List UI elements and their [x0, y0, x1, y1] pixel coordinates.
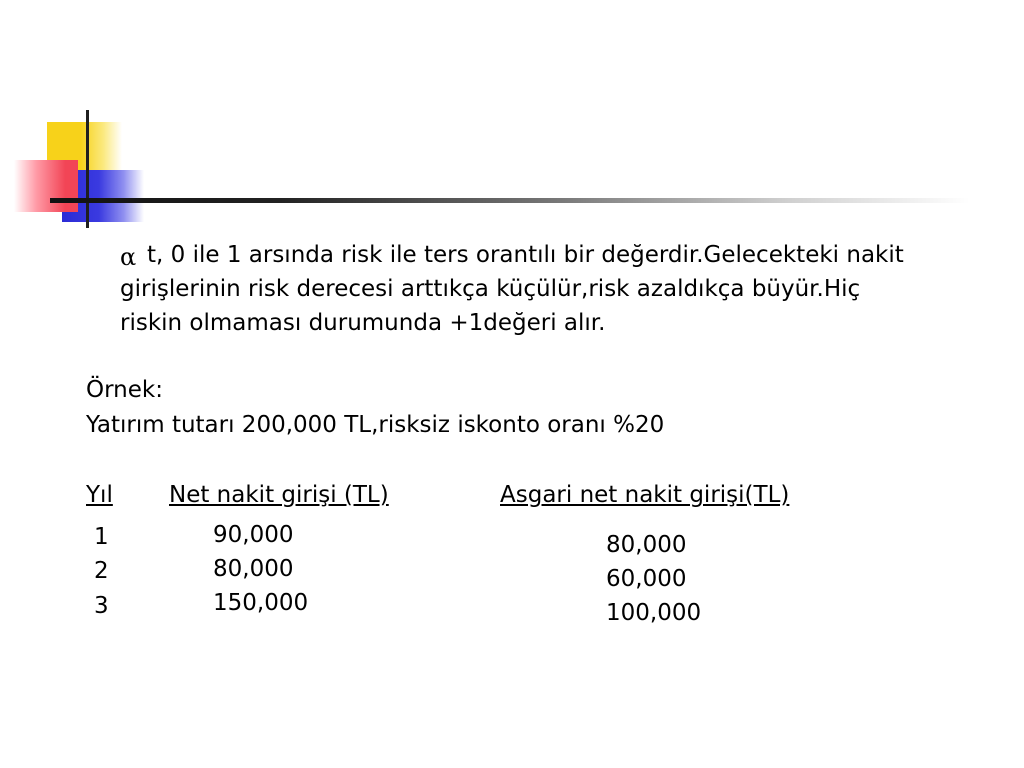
minimum-net-cash-inflow-cell: 80,000 — [606, 532, 687, 558]
header-net-cash-inflow: Net nakit girişi (TL) — [169, 482, 389, 508]
paragraph-line: t, 0 ile 1 arsında risk ile ters orantılı bir değerdir.Gelecekteki nakit — [147, 242, 904, 268]
header-minimum-net-cash-inflow: Asgari net nakit girişi(TL) — [500, 482, 790, 508]
paragraph-line: riskin olmaması durumunda +1değeri alır. — [120, 310, 606, 336]
net-cash-inflow-cell: 80,000 — [213, 556, 294, 582]
header-year: Yıl — [86, 482, 113, 508]
header-rule — [50, 198, 970, 203]
paragraph-line: girişlerinin risk derecesi arttıkça küçülür,risk azaldıkça büyür.Hiç — [120, 276, 861, 302]
example-description: Yatırım tutarı 200,000 TL,risksiz iskonto oranı %20 — [86, 412, 665, 438]
alpha-bullet-icon: α — [120, 243, 137, 271]
year-cell: 3 — [94, 593, 109, 619]
minimum-net-cash-inflow-cell: 60,000 — [606, 566, 687, 592]
example-heading: Örnek: — [86, 377, 163, 403]
net-cash-inflow-cell: 90,000 — [213, 522, 294, 548]
year-cell: 1 — [94, 524, 109, 550]
minimum-net-cash-inflow-cell: 100,000 — [606, 600, 702, 626]
bullet-paragraph — [120, 238, 980, 340]
decor-vertical-line — [86, 110, 89, 228]
year-cell: 2 — [94, 558, 109, 584]
net-cash-inflow-cell: 150,000 — [213, 590, 309, 616]
decor-red-square — [14, 160, 78, 212]
